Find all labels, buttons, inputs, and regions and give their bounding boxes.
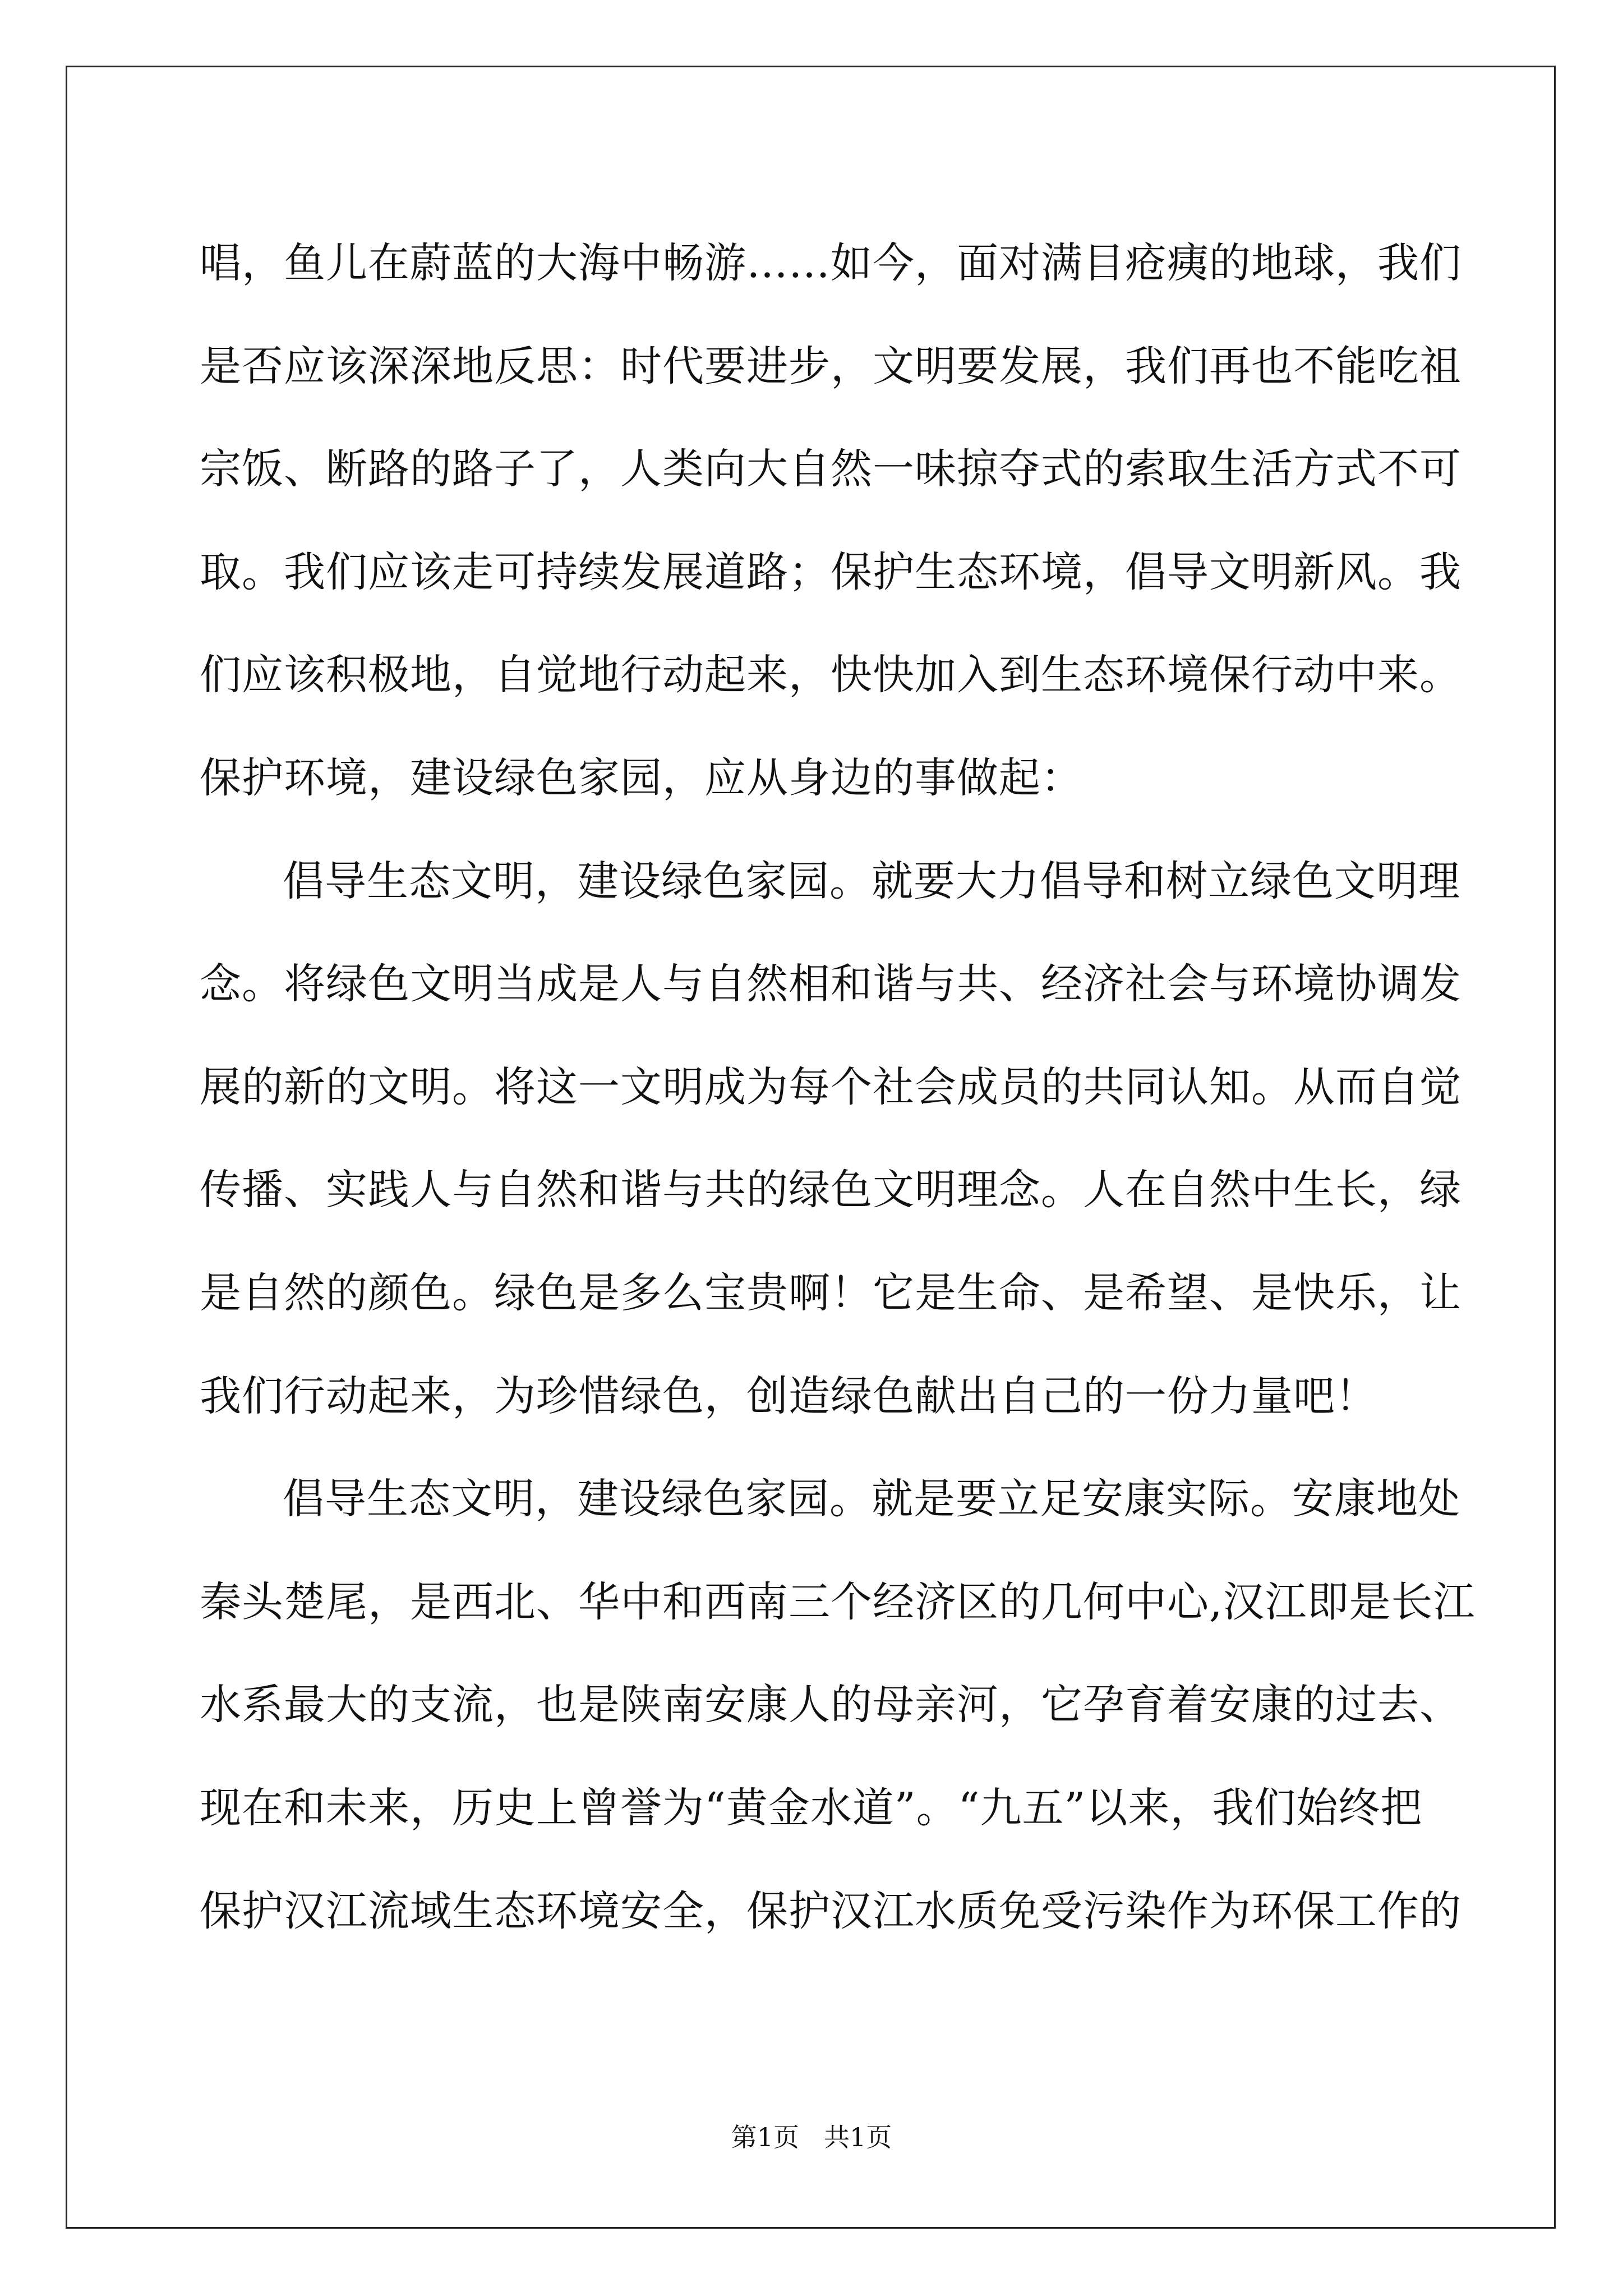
text-line: 们应该积极地，自觉地行动起来，快快加入到生态环境保行动中来。: [200, 651, 1461, 700]
text-line: 念。将绿色文明当成是人与自然相和谐与共、经济社会与环境协调发: [200, 960, 1461, 1009]
text-line: 现在和未来，历史上曾誉为“黄金水道”。“九五”以来，我们始终把: [200, 1783, 1423, 1832]
text-line: 宗饭、断路的路子了，人类向大自然一味掠夺式的索取生活方式不可: [200, 445, 1461, 494]
text-line: 取。我们应该走可持续发展道路；保护生态环境，倡导文明新风。我: [200, 547, 1461, 596]
page-footer: [0, 2120, 1623, 2154]
page-total: 共1页: [823, 2122, 892, 2152]
text-line: 唱，鱼儿在蔚蓝的大海中畅游……如今，面对满目疮痍的地球，我们: [200, 239, 1461, 287]
page-number: 第1页: [731, 2122, 800, 2152]
text-line: 是否应该深深地反思：时代要进步，文明要发展，我们再也不能吃祖: [200, 342, 1461, 390]
paragraph-first-line: 倡导生态文明，建设绿色家园。就要大力倡导和树立绿色文明理: [283, 857, 1460, 905]
text-line: 保护环境，建设绿色家园，应从身边的事做起：: [200, 753, 1083, 802]
text-line: 是自然的颜色。绿色是多么宝贵啊！它是生命、是希望、是快乐，让: [200, 1268, 1461, 1317]
text-line: 保护汉江流域生态环境安全，保护汉江水质免受污染作为环保工作的: [200, 1887, 1461, 1935]
text-line: 展的新的文明。将这一文明成为每个社会成员的共同认知。从而自觉: [200, 1062, 1461, 1111]
text-line: 传播、实践人与自然和谐与共的绿色文明理念。人在自然中生长，绿: [200, 1166, 1461, 1214]
document-body: [200, 212, 1476, 1963]
text-line: 水系最大的支流，也是陕南安康人的母亲河，它孕育着安康的过去、: [200, 1681, 1461, 1729]
paragraph-first-line: 倡导生态文明，建设绿色家园。就是要立足安康实际。安康地处: [283, 1475, 1460, 1524]
text-line: 秦头楚尾，是西北、华中和西南三个经济区的几何中心,汉江即是长江: [200, 1577, 1476, 1626]
text-line: 我们行动起来，为珍惜绿色，创造绿色献出自己的一份力量吧！: [200, 1372, 1377, 1420]
